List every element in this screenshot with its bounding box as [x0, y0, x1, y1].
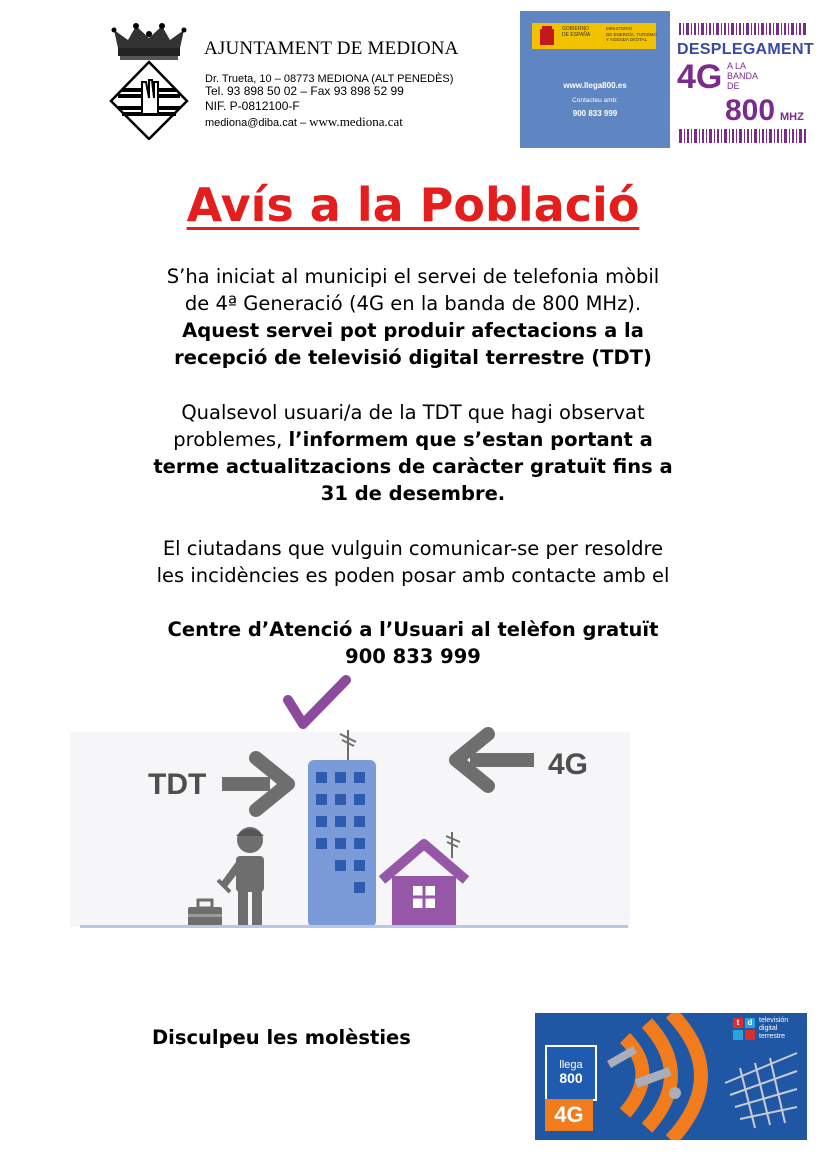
free-phone-number: 900 833 999 [345, 645, 481, 668]
tdt-word2: digital [759, 1025, 778, 1032]
contact-line [205, 115, 403, 130]
sign-off: Disculpeu les molèsties [152, 1026, 411, 1049]
gov-line1: GOBIERNO [562, 26, 589, 32]
p1-bold-line1: Aquest servei pot produir afectacions a la [182, 319, 644, 342]
tdt-d-block: d [745, 1018, 755, 1028]
tdt-t-block: t [733, 1018, 743, 1028]
llega-text: llega [559, 1059, 583, 1071]
notice-title: Avís a la Població [186, 178, 640, 232]
badge-4g: 4G [677, 58, 723, 96]
p1-line2: de 4ª Generació (4G en la banda de 800 MHz). [184, 292, 642, 315]
check-icon [288, 680, 346, 724]
gov-phone: 900 833 999 [572, 109, 618, 118]
badge-sub3: DE [727, 81, 740, 91]
nif-line: NIF. P-0812100-F [205, 99, 300, 113]
contact-label: Contacteu amb: [572, 97, 618, 104]
address-line: Dr. Trueta, 10 – 08773 MEDIONA (ALT PENEDÈS) [205, 73, 454, 85]
ministry-line2: DE ENERGÍA, TURISMO [606, 31, 657, 37]
gov-line2: DE ESPAÑA [562, 32, 591, 38]
badge-sub1: A LA [727, 61, 747, 71]
tdt-square-a [733, 1030, 743, 1040]
tdt-word1: televisión [759, 1017, 789, 1024]
p2-bold-line4: 31 de desembre. [320, 482, 506, 505]
p2-line1: Qualsevol usuari/a de la TDT que hagi observat [181, 401, 645, 424]
government-llega800-logo [520, 11, 670, 148]
llega800-tdt-logo [535, 1013, 807, 1140]
p2-bold-line3: terme actualitzacions de caràcter gratuït fins a [153, 455, 673, 478]
badge-title: DESPLEGAMENT [677, 41, 814, 58]
llega800-url: www.llega800.es [563, 81, 627, 90]
website-link[interactable]: www.mediona.cat [309, 114, 403, 129]
p2-line2 [0, 427, 826, 453]
ministry-line1: MINISTERIO [606, 26, 633, 31]
ministry-line3: Y AGENDA DIGITAL [606, 37, 648, 42]
badge-freq: 800 [725, 94, 776, 127]
tdt-square-b [745, 1030, 755, 1040]
gov-header-strip [532, 23, 656, 49]
p2-line2-plain: problemes, [173, 428, 289, 451]
badge-4g-orange: 4G [545, 1099, 593, 1131]
badge-unit: MHZ [780, 111, 804, 123]
email-link[interactable]: mediona@diba.cat [205, 117, 297, 129]
label-4g: 4G [548, 748, 589, 781]
phone-line: Tel. 93 898 50 02 – Fax 93 898 52 99 [205, 84, 404, 98]
tdt-word3: terrestre [759, 1033, 786, 1040]
badge-sub2: BANDA [727, 71, 759, 81]
desplegament-4g-badge [677, 21, 814, 146]
llega-number: 800 [559, 1070, 583, 1086]
organization-name: AJUNTAMENT DE MEDIONA [204, 38, 459, 59]
p1-bold-line2: recepció de televisió digital terrestre (TDT) [174, 346, 652, 369]
p2-line2-bold: l’informem que s’estan portant a [288, 428, 653, 451]
tdt-4g-infographic [70, 672, 630, 932]
p1-line1: S’ha iniciat al municipi el servei de telefonia mòbil [166, 265, 660, 288]
coat-of-arms-icon [536, 25, 558, 47]
web-separator: – [296, 117, 310, 129]
mediona-coat-of-arms [108, 22, 190, 140]
label-tdt: TDT [148, 768, 207, 801]
p4-bold-line1: Centre d’Atenció a l’Usuari al telèfon gratuït [167, 618, 659, 641]
llega800-badge [545, 1045, 597, 1101]
p3-line1: El ciutadans que vulguin comunicar-se per resoldre [162, 537, 664, 560]
p3-line2: les incidències es poden posar amb contacte amb el [156, 564, 670, 587]
